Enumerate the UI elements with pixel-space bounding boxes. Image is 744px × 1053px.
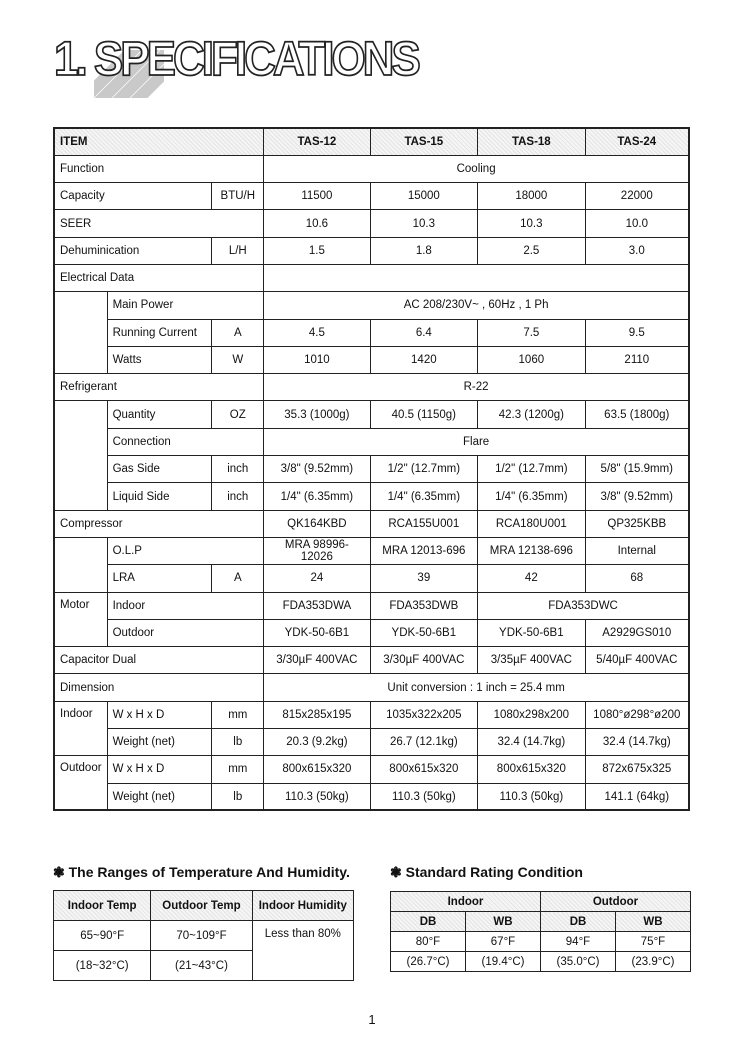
cell: MRA 98996-12026 [264, 537, 370, 564]
row-label: Indoor [54, 701, 107, 756]
cell: 110.3 (50kg) [370, 783, 478, 810]
cell: 22000 [585, 183, 689, 210]
cell: 1010 [264, 346, 370, 373]
cell: 10.3 [370, 210, 478, 237]
row-label: Main Power [107, 292, 264, 319]
table-row [391, 952, 691, 972]
row-label: Electrical Data [54, 264, 264, 291]
cell: 40.5 (1150g) [370, 401, 478, 428]
cell: 1420 [370, 346, 478, 373]
row-label: Compressor [54, 510, 264, 537]
cell: 35.3 (1000g) [264, 401, 370, 428]
rating-section-title: ❃ Standard Rating Condition [390, 864, 583, 880]
table-row [54, 319, 689, 346]
cell: 3/30µF 400VAC [264, 647, 370, 674]
row-label: Capacity [54, 183, 212, 210]
header-wb: WB [466, 912, 541, 932]
table-row [54, 183, 689, 210]
cell: 1/2" (12.7mm) [370, 456, 478, 483]
cell: Unit conversion : 1 inch = 25.4 mm [264, 674, 689, 701]
row-label: Outdoor [54, 756, 107, 811]
row-label: Weight (net) [107, 729, 212, 756]
cell: 6.4 [370, 319, 478, 346]
cell: 1/4" (6.35mm) [264, 483, 370, 510]
cell: 3/30µF 400VAC [370, 647, 478, 674]
cell: 94°F [541, 932, 616, 952]
table-header-row [391, 892, 691, 912]
indent-cell [54, 537, 107, 592]
header-db: DB [391, 912, 466, 932]
cell: 800x615x320 [478, 756, 586, 783]
cell: 80°F [391, 932, 466, 952]
row-label: Dimension [54, 674, 264, 701]
unit-cell: mm [212, 756, 264, 783]
cell: 20.3 (9.2kg) [264, 729, 370, 756]
row-label: Weight (net) [107, 783, 212, 810]
cell: 1080x298x200 [478, 701, 586, 728]
cell: 65~90°F [54, 921, 151, 951]
table-row [54, 264, 689, 291]
row-label: LRA [107, 565, 212, 592]
unit-cell: BTU/H [212, 183, 264, 210]
header-indoor: Indoor [391, 892, 541, 912]
cell: (19.4°C) [466, 952, 541, 972]
cell: 1035x322x205 [370, 701, 478, 728]
row-label: Refrigerant [54, 374, 264, 401]
table-row [54, 783, 689, 810]
cell: 10.0 [585, 210, 689, 237]
cell: 2110 [585, 346, 689, 373]
cell: 110.3 (50kg) [264, 783, 370, 810]
cell: 5/40µF 400VAC [585, 647, 689, 674]
cell: 1.8 [370, 237, 478, 264]
indent-cell [54, 292, 107, 374]
table-row [54, 155, 689, 182]
table-row [54, 565, 689, 592]
cell: 10.6 [264, 210, 370, 237]
header-tas18: TAS-18 [478, 128, 586, 155]
row-label: SEER [54, 210, 264, 237]
row-label: W x H x D [107, 701, 212, 728]
table-row [54, 619, 689, 646]
header-tas15: TAS-15 [370, 128, 478, 155]
cell: 32.4 (14.7kg) [585, 729, 689, 756]
cell: 110.3 (50kg) [478, 783, 586, 810]
cell: QP325KBB [585, 510, 689, 537]
cell: 24 [264, 565, 370, 592]
row-label: Gas Side [107, 456, 212, 483]
cell: 15000 [370, 183, 478, 210]
cell: 141.1 (64kg) [585, 783, 689, 810]
table-row [54, 701, 689, 728]
cell: 67°F [466, 932, 541, 952]
ranges-table [53, 890, 354, 981]
table-row [54, 401, 689, 428]
cell: Cooling [264, 155, 689, 182]
table-row [54, 292, 689, 319]
header-outdoor: Outdoor [541, 892, 691, 912]
unit-cell: inch [212, 483, 264, 510]
table-row [54, 647, 689, 674]
cell: 800x615x320 [370, 756, 478, 783]
cell: QK164KBD [264, 510, 370, 537]
cell: 1/2" (12.7mm) [478, 456, 586, 483]
cell: (21~43°C) [151, 951, 252, 981]
cell: RCA180U001 [478, 510, 586, 537]
cell: 5/8" (15.9mm) [585, 456, 689, 483]
table-row [54, 537, 689, 564]
unit-cell: inch [212, 456, 264, 483]
table-header-row [54, 128, 689, 155]
row-label: Outdoor [107, 619, 264, 646]
cell: 26.7 (12.1kg) [370, 729, 478, 756]
row-label: O.L.P [107, 537, 264, 564]
table-row [54, 456, 689, 483]
cell: 1/4" (6.35mm) [370, 483, 478, 510]
table-row [54, 921, 354, 951]
cell: Less than 80% [252, 921, 353, 981]
cell: 11500 [264, 183, 370, 210]
cell: MRA 12013-696 [370, 537, 478, 564]
unit-cell: OZ [212, 401, 264, 428]
cell: Internal [585, 537, 689, 564]
table-row [54, 374, 689, 401]
cell: 4.5 [264, 319, 370, 346]
header-indoor-temp: Indoor Temp [54, 891, 151, 921]
table-row [54, 210, 689, 237]
unit-cell: lb [212, 783, 264, 810]
header-item: ITEM [54, 128, 264, 155]
row-label: Function [54, 155, 264, 182]
cell: 3/35µF 400VAC [478, 647, 586, 674]
cell: 39 [370, 565, 478, 592]
unit-cell: A [212, 319, 264, 346]
cell [264, 264, 689, 291]
cell: 68 [585, 565, 689, 592]
header-tas24: TAS-24 [585, 128, 689, 155]
cell: 1.5 [264, 237, 370, 264]
cell: 75°F [616, 932, 691, 952]
row-label: Capacitor Dual [54, 647, 264, 674]
cell: 18000 [478, 183, 586, 210]
cell: 2.5 [478, 237, 586, 264]
cell: 800x615x320 [264, 756, 370, 783]
unit-cell: L/H [212, 237, 264, 264]
cell: 1060 [478, 346, 586, 373]
cell: 32.4 (14.7kg) [478, 729, 586, 756]
cell: 63.5 (1800g) [585, 401, 689, 428]
cell: AC 208/230V~ , 60Hz , 1 Ph [264, 292, 689, 319]
specifications-table [53, 127, 690, 811]
cell: FDA353DWB [370, 592, 478, 619]
cell: YDK-50-6B1 [370, 619, 478, 646]
cell: (35.0°C) [541, 952, 616, 972]
header-indoor-humidity: Indoor Humidity [252, 891, 353, 921]
cell: 3.0 [585, 237, 689, 264]
cell: 3/8" (9.52mm) [585, 483, 689, 510]
cell: MRA 12138-696 [478, 537, 586, 564]
unit-cell: A [212, 565, 264, 592]
table-row [54, 346, 689, 373]
cell: 1/4" (6.35mm) [478, 483, 586, 510]
page-title: 1. SPECIFICATIONS [54, 32, 418, 86]
cell: 3/8" (9.52mm) [264, 456, 370, 483]
indent-cell [54, 401, 107, 510]
unit-cell: W [212, 346, 264, 373]
table-row [391, 932, 691, 952]
unit-cell: lb [212, 729, 264, 756]
cell: 42.3 (1200g) [478, 401, 586, 428]
cell: 815x285x195 [264, 701, 370, 728]
table-row [54, 756, 689, 783]
cell: 42 [478, 565, 586, 592]
table-row [54, 592, 689, 619]
cell: YDK-50-6B1 [264, 619, 370, 646]
unit-cell: mm [212, 701, 264, 728]
table-row [54, 237, 689, 264]
cell: RCA155U001 [370, 510, 478, 537]
page-number: 1 [368, 1012, 376, 1027]
row-label: W x H x D [107, 756, 212, 783]
row-label: Dehuminication [54, 237, 212, 264]
table-row [54, 674, 689, 701]
cell: (18~32°C) [54, 951, 151, 981]
cell: 7.5 [478, 319, 586, 346]
header-outdoor-temp: Outdoor Temp [151, 891, 252, 921]
header-tas12: TAS-12 [264, 128, 370, 155]
header-db: DB [541, 912, 616, 932]
row-label: Watts [107, 346, 212, 373]
rating-table [390, 891, 691, 972]
cell: 9.5 [585, 319, 689, 346]
cell: R-22 [264, 374, 689, 401]
row-label: Motor [54, 592, 107, 647]
cell: 872x675x325 [585, 756, 689, 783]
row-label: Liquid Side [107, 483, 212, 510]
cell: A2929GS010 [585, 619, 689, 646]
cell: FDA353DWC [478, 592, 689, 619]
table-row [54, 729, 689, 756]
table-row [54, 483, 689, 510]
header-wb: WB [616, 912, 691, 932]
table-row [54, 428, 689, 455]
table-row [54, 510, 689, 537]
row-label: Connection [107, 428, 264, 455]
cell: (26.7°C) [391, 952, 466, 972]
cell: FDA353DWA [264, 592, 370, 619]
cell: 10.3 [478, 210, 586, 237]
cell: (23.9°C) [616, 952, 691, 972]
cell: 1080°ø298°ø200 [585, 701, 689, 728]
table-subheader-row [391, 912, 691, 932]
cell: 70~109°F [151, 921, 252, 951]
ranges-section-title: ❃ The Ranges of Temperature And Humidity. [53, 864, 350, 880]
table-header-row [54, 891, 354, 921]
cell: Flare [264, 428, 689, 455]
cell: YDK-50-6B1 [478, 619, 586, 646]
row-label: Indoor [107, 592, 264, 619]
row-label: Quantity [107, 401, 212, 428]
row-label: Running Current [107, 319, 212, 346]
